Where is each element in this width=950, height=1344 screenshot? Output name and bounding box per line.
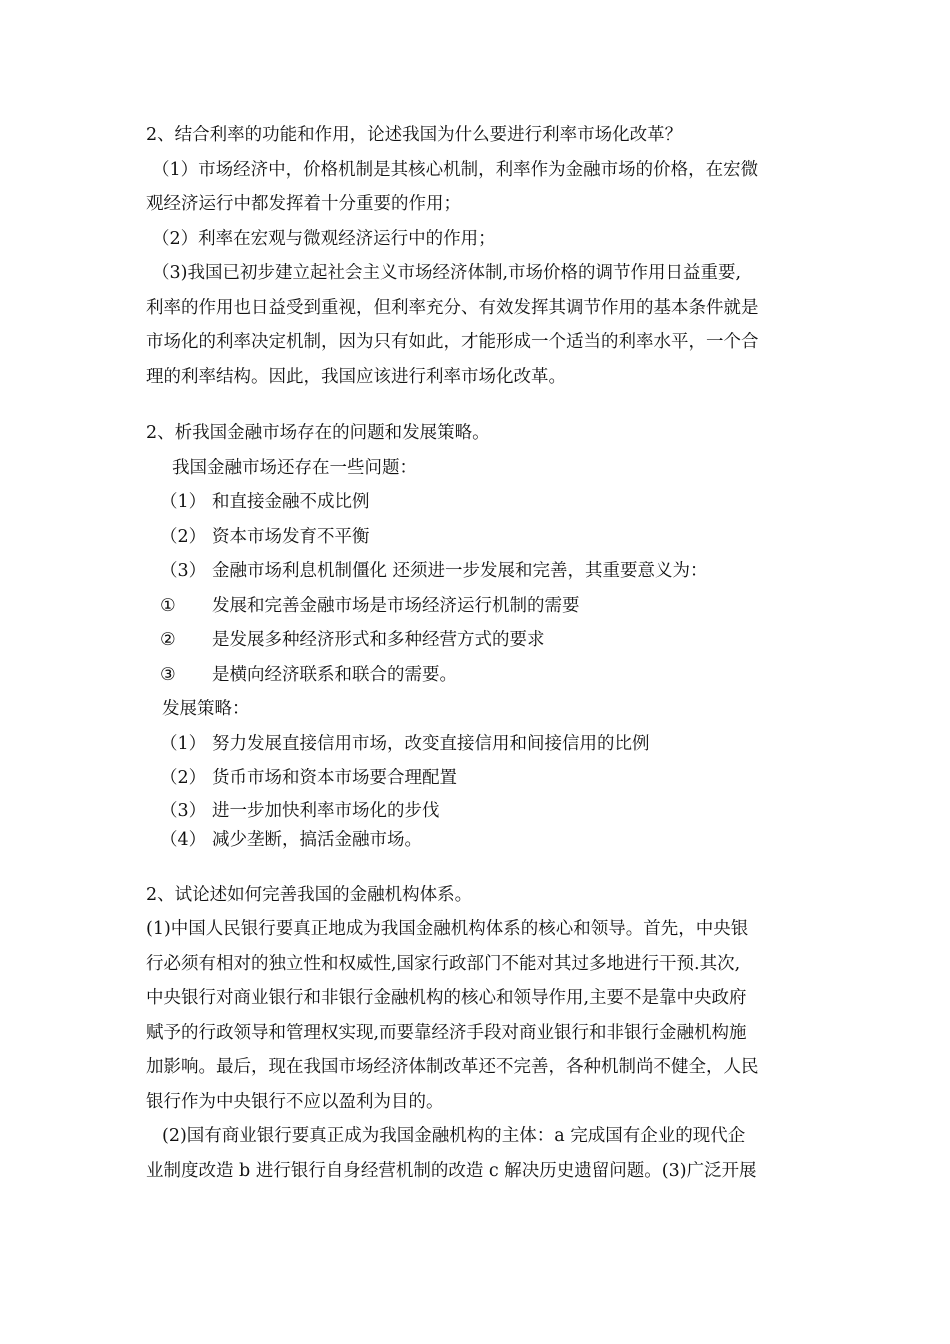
paragraph-line: 银行作为中央银行不应以盈利为目的。 xyxy=(146,1091,444,1112)
list-number: （1） xyxy=(160,733,207,754)
list-text: 发展和完善金融市场是市场经济运行机制的需要 xyxy=(212,595,580,616)
paragraph-line: 观经济运行中都发挥着十分重要的作用； xyxy=(146,194,461,214)
section-financial-institutions xyxy=(146,878,808,1189)
list-item xyxy=(146,623,808,658)
list-item xyxy=(146,826,808,854)
list-number: ③ xyxy=(160,664,176,685)
list-item xyxy=(146,761,808,796)
section-gap xyxy=(146,394,808,416)
list-item xyxy=(146,796,808,826)
list-number: ① xyxy=(160,595,176,616)
paragraph-line: 赋予的行政领导和管理权实现,而要靠经济手段对商业银行和非银行金融机构施 xyxy=(146,1022,747,1043)
paragraph-line: （3)我国已初步建立起社会主义市场经济体制,市场价格的调节作用日益重要, xyxy=(152,263,742,283)
section-gap xyxy=(146,854,808,878)
section-financial-market xyxy=(146,416,808,854)
list-number: （3） xyxy=(160,561,207,581)
paragraph-line: 中央银行对商业银行和非银行金融机构的核心和领导作用,主要不是靠中央政府 xyxy=(146,988,747,1008)
list-number: （2） xyxy=(160,768,207,788)
list-item xyxy=(146,485,808,520)
list-text: 金融市场利息机制僵化 还须进一步发展和完善，其重要意义为： xyxy=(212,561,708,581)
paragraph-line: 加影响。最后，现在我国市场经济体制改革还不完善，各种机制尚不健全，人民 xyxy=(146,1057,759,1077)
paragraph-line: （2）利率在宏观与微观经济运行中的作用； xyxy=(152,228,496,249)
paragraph-line: 利率的作用也日益受到重视，但利率充分、有效发挥其调节作用的基本条件就是 xyxy=(146,297,759,318)
list-item xyxy=(146,520,808,555)
list-number: （2） xyxy=(160,526,207,547)
subheading: 发展策略： xyxy=(162,699,250,719)
paragraph-line: 市场化的利率决定机制，因为只有如此，才能形成一个适当的利率水平，一个合 xyxy=(146,332,759,352)
intro-line: 我国金融市场还存在一些问题： xyxy=(172,457,417,478)
paragraph-line: (2)国有商业银行要真正成为我国金融机构的主体：a 完成国有企业的现代企 xyxy=(162,1126,746,1146)
list-text: 资本市场发育不平衡 xyxy=(212,526,370,547)
list-item xyxy=(146,727,808,762)
question-heading: 2、析我国金融市场存在的问题和发展策略。 xyxy=(146,423,490,443)
paragraph-line: 业制度改造 b 进行银行自身经营机制的改造 c 解决历史遗留问题。(3)广泛开展 xyxy=(146,1160,757,1181)
paragraph-line: 理的利率结构。因此，我国应该进行利率市场化改革。 xyxy=(146,366,566,387)
list-item xyxy=(146,658,808,693)
list-text: 努力发展直接信用市场，改变直接信用和间接信用的比例 xyxy=(212,733,650,754)
question-heading: 2、试论述如何完善我国的金融机构体系。 xyxy=(146,884,473,905)
list-item xyxy=(146,554,808,589)
list-text: 是发展多种经济形式和多种经营方式的要求 xyxy=(212,630,545,650)
list-number: ② xyxy=(160,630,176,650)
list-text: 是横向经济联系和联合的需要。 xyxy=(212,664,457,685)
list-number: （3） xyxy=(160,800,207,821)
list-number: （4） xyxy=(160,829,207,850)
list-text: 进一步加快利率市场化的步伐 xyxy=(212,800,440,821)
list-text: 和直接金融不成比例 xyxy=(212,492,370,512)
section-interest-rate-reform xyxy=(146,118,808,394)
list-item xyxy=(146,589,808,624)
paragraph-line: 行必须有相对的独立性和权威性,国家行政部门不能对其过多地进行干预.其次, xyxy=(146,953,741,974)
document-page xyxy=(146,118,808,1188)
paragraph-line: (1)中国人民银行要真正地成为我国金融机构体系的核心和领导。首先，中央银 xyxy=(146,919,749,939)
paragraph-line: （1）市场经济中，价格机制是其核心机制，利率作为金融市场的价格，在宏微 xyxy=(152,159,759,180)
list-text: 货币市场和资本市场要合理配置 xyxy=(212,768,457,788)
question-heading: 2、结合利率的功能和作用，论述我国为什么要进行利率市场化改革？ xyxy=(146,125,683,145)
list-number: （1） xyxy=(160,492,207,512)
list-text: 减少垄断，搞活金融市场。 xyxy=(212,829,422,850)
